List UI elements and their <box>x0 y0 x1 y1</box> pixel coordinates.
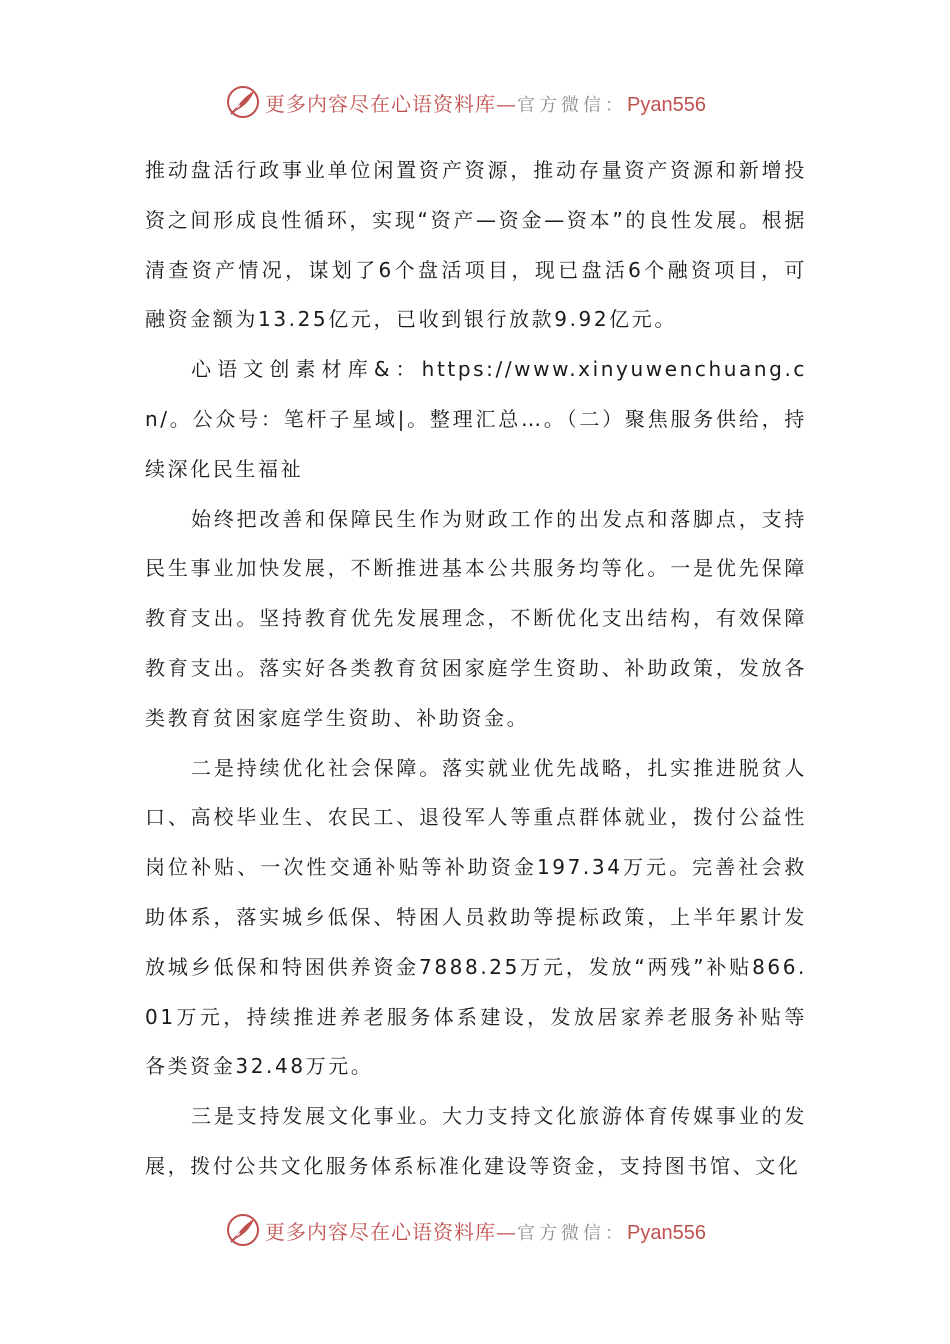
watermark-dash: — <box>496 1219 517 1244</box>
watermark-sub-text: 官方微信： <box>517 1222 627 1244</box>
paragraph: 始终把改善和保障民生作为财政工作的出发点和落脚点，支持民生事业加快发展，不断推进基本公共服务均等化。一是优先保障教育支出。坚持教育优先发展理念，不断优化支出结构，有效保障教育支出。落实好各类教育贫困家庭学生资助、补助政策，发放各类教育贫困家庭学生资助、补助资金。 <box>145 506 807 730</box>
watermark-main-text: 更多内容尽在心语资料库 <box>265 91 496 116</box>
watermark-sub-text: 官方微信： <box>517 94 627 116</box>
quill-logo-icon <box>225 84 261 120</box>
watermark-main-text: 更多内容尽在心语资料库 <box>265 1219 496 1244</box>
header-watermark <box>225 82 745 122</box>
watermark-id: Pyan556 <box>627 1221 706 1244</box>
paragraph: 推动盘活行政事业单位闲置资产资源，推动存量资产资源和新增投资之间形成良性循环，实现“资产—资金—资本”的良性发展。根据清查资产情况，谋划了6个盘活项目，现已盘活6个融资项目，可融资金额为13.25亿元，已收到银行放款9.92亿元。 <box>145 158 807 332</box>
paragraph: 三是支持发展文化事业。大力支持文化旅游体育传媒事业的发展，拨付公共文化服务体系标准化建设等资金，支持图书馆、文化 <box>145 1104 807 1178</box>
footer-watermark <box>225 1210 745 1250</box>
paragraph: 二是持续优化社会保障。落实就业优先战略，扎实推进脱贫人口、高校毕业生、农民工、退役军人等重点群体就业，拨付公益性岗位补贴、一次性交通补贴等补助资金197.34万元。完善社会救助体系，落实城乡低保、特困人员救助等提标政策，上半年累计发放城乡低保和特困供养资金7888.25万元，发放“两残”补贴866.01万元，持续推进养老服务体系建设，发放居家养老服务补贴等各类资金32.48万元。 <box>145 755 807 1079</box>
watermark-dash: — <box>496 91 517 116</box>
document-body <box>145 146 807 1192</box>
paragraph: 心语文创素材库&：https://www.xinyuwenchuang.cn/。公众号：笔杆子星域|。整理汇总…。（二）聚焦服务供给，持续深化民生福祉 <box>145 357 807 481</box>
quill-logo-icon <box>225 1212 261 1248</box>
watermark-id: Pyan556 <box>627 93 706 116</box>
